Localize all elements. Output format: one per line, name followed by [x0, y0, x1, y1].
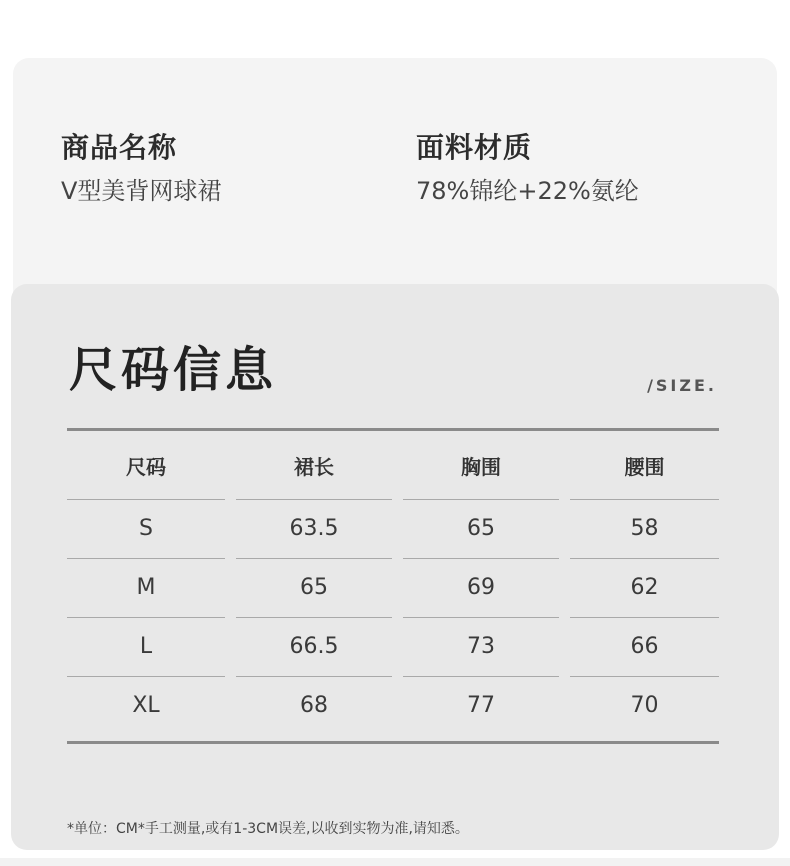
table-row	[67, 676, 719, 735]
size-title: 尺码信息	[69, 342, 278, 398]
measurement-note: *单位：CM*手工测量,或有1-3CM误差,以收到实物为准,请知悉。	[67, 821, 469, 837]
table-header-row	[67, 431, 719, 499]
table-row	[67, 558, 719, 617]
table-cell: 65	[403, 499, 559, 559]
fabric-value: 78%锦纶+22%氨纶	[416, 177, 639, 205]
size-info-card	[11, 284, 779, 850]
table-cell: 70	[630, 693, 659, 718]
fabric-block	[416, 130, 639, 206]
table-row	[67, 617, 719, 676]
size-table	[67, 428, 719, 744]
product-name-value: V型美背网球裙	[61, 177, 222, 205]
bottom-divider	[0, 858, 790, 866]
header-skirt-length: 裙长	[236, 431, 392, 500]
table-cell: XL	[132, 693, 160, 718]
table-row	[67, 499, 719, 558]
table-cell: S	[67, 499, 225, 559]
table-cell: 66.5	[236, 617, 392, 677]
table-cell: 62	[570, 558, 719, 618]
table-cell: 69	[403, 558, 559, 618]
table-cell: L	[67, 617, 225, 677]
table-cell: 65	[236, 558, 392, 618]
table-cell: 63.5	[236, 499, 392, 559]
header-waist: 腰围	[570, 431, 719, 500]
table-cell: 77	[467, 693, 495, 718]
table-cell: M	[67, 558, 225, 618]
table-cell: 58	[570, 499, 719, 559]
table-cell: 68	[300, 693, 328, 718]
header-bust: 胸围	[403, 431, 559, 500]
fabric-label: 面料材质	[416, 131, 533, 164]
header-size: 尺码	[67, 431, 225, 500]
product-name-label: 商品名称	[61, 131, 178, 164]
product-name-block	[61, 130, 221, 206]
size-title-en: /SIZE.	[647, 376, 717, 395]
table-cell: 73	[403, 617, 559, 677]
table-cell: 66	[570, 617, 719, 677]
